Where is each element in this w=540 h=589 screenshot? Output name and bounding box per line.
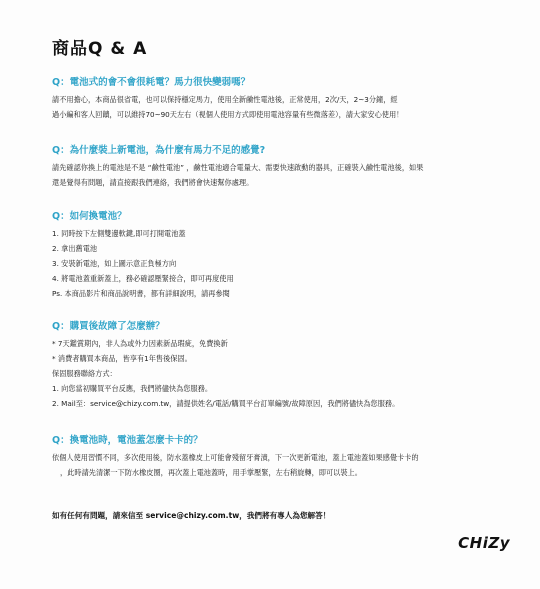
faq-answer-line: 2. 拿出舊電池 bbox=[52, 244, 98, 253]
faq-answer-line: 1. 向您當初購買平台反應，我們將儘快為您服務。 bbox=[52, 384, 213, 393]
faq-answer-line: 請先確認你換上的電池是不是 “鹼性電池” ，鹼性電池適合電量大、需要快速啟動的器具，正確裝入鹼性電池後，如果 bbox=[52, 163, 424, 172]
faq-section-battery-drain bbox=[52, 74, 522, 122]
page-title: 商品Q & A bbox=[52, 39, 148, 59]
faq-answer-line: Ps. 本商品影片和商品說明書，都有詳細說明，請再參閱 bbox=[52, 289, 230, 298]
faq-answer-line: 4. 將電池蓋重新蓋上，務必確認壓緊接合，即可再度使用 bbox=[52, 274, 234, 283]
faq-answer-line: ，此時請先清潔一下防水橡皮圈，再次蓋上電池蓋時，用手掌壓緊，左右稍旋轉，即可以裝上。 bbox=[60, 468, 362, 477]
faq-answer-line: 過小編和客人回饋，可以維持70~90天左右（視個人使用方式即使用電池容量有些微落差），請大家安心使用！ bbox=[52, 110, 404, 119]
faq-section-new-battery bbox=[52, 142, 522, 190]
faq-question: Q：如何換電池？ bbox=[52, 211, 127, 222]
faq-answer-line: 3. 安裝新電池，如上圖示意正負極方向 bbox=[52, 259, 177, 268]
contact-footer: 如有任何有問題，請來信至 service@chizy.com.tw，我們將有專人為您解答！ bbox=[52, 511, 331, 520]
faq-answer-line: 請不用擔心，本商品很省電，也可以保持穩定馬力，使用全新鹼性電池後，正常使用，2次/天，2~3分鐘，經 bbox=[52, 95, 398, 104]
faq-answer-line: 保固服務聯絡方式： bbox=[52, 369, 117, 378]
faq-answer-line: * 7天鑑賞期內，非人為或外力因素新品瑕疵，免費換新 bbox=[52, 339, 228, 348]
faq-answer-line: 依個人使用習慣不同，多次使用後，防水蓋橡皮上可能會殘留牙膏漬，下一次更新電池，蓋上電池蓋如果感覺卡卡的 bbox=[52, 453, 419, 462]
faq-answer-line: * 消費者購買本商品，皆享有1年售後保固。 bbox=[52, 354, 192, 363]
faq-question: Q：購買後故障了怎麼辦？ bbox=[52, 321, 165, 332]
faq-section-malfunction bbox=[52, 318, 522, 411]
faq-question: Q：電池式的會不會很耗電？馬力很快變弱嗎？ bbox=[52, 77, 251, 88]
brand-logo: CHiZy bbox=[458, 534, 510, 552]
faq-section-battery-cover bbox=[52, 432, 522, 480]
faq-answer-line: 2. Mail至：service@chizy.com.tw，請提供姓名/電話/購買平台訂單編號/故障原因，我們將儘快為您服務。 bbox=[52, 399, 400, 408]
faq-question: Q：為什麼裝上新電池，為什麼有馬力不足的感覺? bbox=[52, 145, 266, 156]
faq-section-change-battery bbox=[52, 208, 522, 301]
faq-question: Q：換電池時，電池蓋怎麼卡卡的？ bbox=[52, 435, 203, 446]
faq-answer-line: 1. 同時按下左側雙邊軟鍵,即可打開電池蓋 bbox=[52, 229, 186, 238]
faq-answer-line: 還是覺得有問題，請直接跟我們連絡，我們將會快速幫你處理。 bbox=[52, 178, 254, 187]
